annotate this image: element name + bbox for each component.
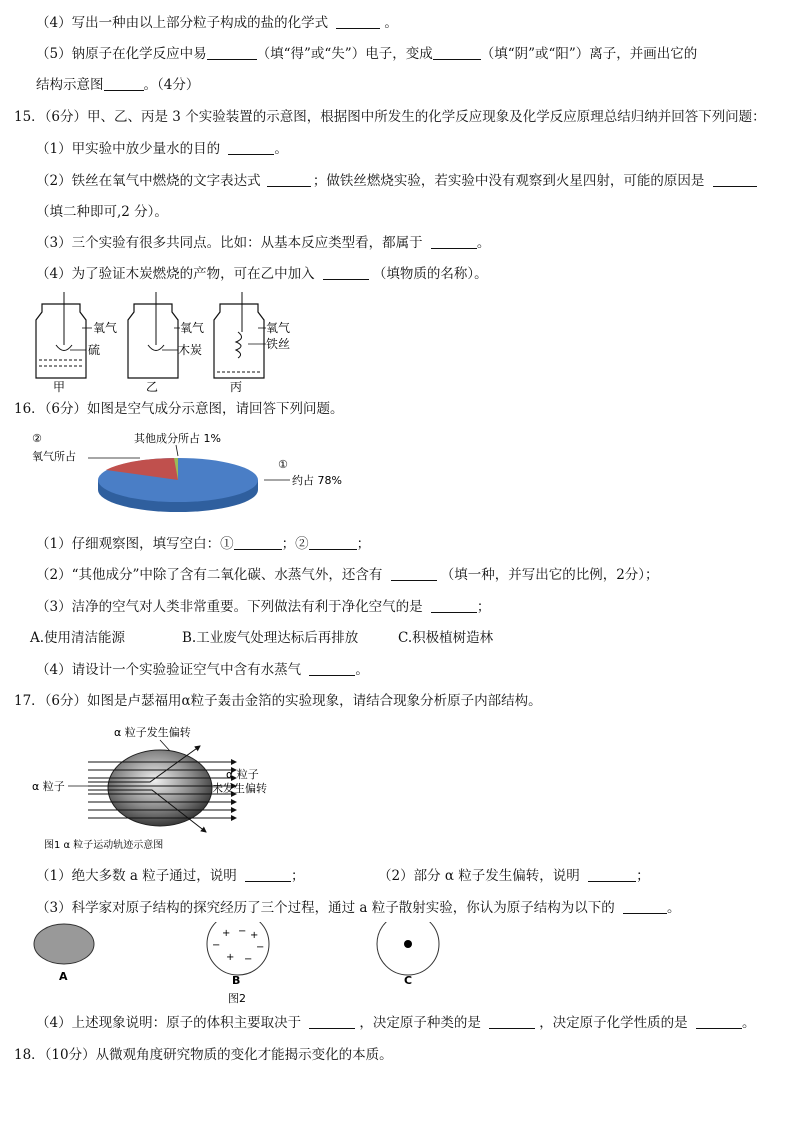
q15-1-text: （1）甲实验中放少量水的目的 bbox=[36, 141, 221, 157]
q16-2-end: （填一种，并写出它的比例，2分）； bbox=[440, 567, 659, 583]
q16-title: 16．（6分）如图是空气成分示意图，请回答下列问题。 bbox=[14, 401, 344, 417]
q14-4-text: （4）写出一种由以上部分粒子构成的盐的化学式 bbox=[36, 15, 329, 31]
gas-label: 氧气 bbox=[180, 321, 205, 335]
answer-blank[interactable] bbox=[391, 566, 437, 581]
q15-1-line bbox=[36, 140, 288, 158]
q17-1-text: （1）绝大多数 a 粒子通过，说明 bbox=[36, 868, 237, 884]
model-c-label: C bbox=[404, 974, 413, 987]
answer-blank[interactable] bbox=[234, 535, 282, 550]
q17-4-line bbox=[36, 1014, 755, 1032]
q14-5-end: 。（4分） bbox=[143, 77, 200, 93]
pie-label-1: ① bbox=[278, 458, 288, 471]
q17-4-text-c: ，决定原子化学性质的是 bbox=[539, 1015, 688, 1031]
q16-4-end: 。 bbox=[355, 662, 369, 678]
answer-blank[interactable] bbox=[309, 535, 357, 550]
model-a-label: A bbox=[59, 970, 68, 983]
plus-charge: + bbox=[222, 928, 231, 939]
q16-2-text: （2）“其他成分”中除了含有二氧化碳、水蒸气外，还含有 bbox=[36, 567, 383, 583]
q18-title: 18．（10分）从微观角度研究物质的变化才能揭示变化的本质。 bbox=[14, 1047, 393, 1063]
q16-4-text: （4）请设计一个实验验证空气中含有水蒸气 bbox=[36, 662, 302, 678]
answer-blank[interactable] bbox=[245, 867, 291, 882]
q17-4-text: （4）上述现象说明：原子的体积主要取决于 bbox=[36, 1015, 302, 1031]
minus-charge: − bbox=[238, 926, 247, 937]
q16-3-text: （3）洁净的空气对人类非常重要。下列做法有利于净化空气的是 bbox=[36, 599, 423, 615]
answer-blank[interactable] bbox=[431, 598, 477, 613]
apparatus-yi bbox=[128, 292, 204, 394]
answer-blank[interactable] bbox=[309, 1014, 355, 1029]
answer-blank[interactable] bbox=[267, 172, 311, 187]
q15-title: 15．（6分）甲、乙、丙是 3 个实验装置的示意图，根据图中所发生的化学反应现象及化学反应原理总结归纳并回答下列问题： bbox=[14, 109, 766, 125]
substance-label: 木炭 bbox=[178, 343, 203, 357]
caption-bing: 丙 bbox=[230, 380, 243, 394]
option-b[interactable]: B.工业废气处理达标后再排放 bbox=[182, 630, 359, 646]
atom-models-figure bbox=[26, 922, 466, 1008]
q16-3-end: ； bbox=[476, 599, 491, 615]
alpha-scattering-figure bbox=[30, 722, 330, 852]
q14-4-line bbox=[36, 14, 398, 32]
answer-blank[interactable] bbox=[323, 265, 369, 280]
apparatus-bing bbox=[214, 292, 290, 394]
answer-blank[interactable] bbox=[336, 14, 380, 29]
answer-blank[interactable] bbox=[433, 45, 481, 60]
plus-charge: + bbox=[250, 930, 259, 941]
gas-label: 氧气 bbox=[93, 321, 118, 335]
q17-1-end: ； bbox=[291, 868, 305, 884]
q15-3-end: 。 bbox=[476, 235, 491, 251]
pie-label-n2: 约占 78% bbox=[292, 474, 342, 487]
answer-blank[interactable] bbox=[623, 899, 667, 914]
q14-5-text: （5）钠原子在化学反应中易 bbox=[36, 46, 207, 62]
q15-4-line bbox=[36, 265, 488, 283]
q14-5-text-b: （填“得”或“失”）电子，变成 bbox=[256, 46, 433, 62]
q15-2-line bbox=[36, 172, 757, 190]
q15-3-line bbox=[36, 234, 490, 252]
option-a[interactable]: A.使用清洁能源 bbox=[30, 630, 126, 646]
gas-label: 氧气 bbox=[266, 321, 291, 335]
q15-2-text: （2）铁丝在氧气中燃烧的文字表达式 bbox=[36, 173, 261, 189]
answer-blank[interactable] bbox=[228, 140, 274, 155]
pie-label-other: 其他成分所占 1% bbox=[134, 432, 221, 445]
alpha-right-label: α 粒子 bbox=[226, 768, 259, 781]
answer-blank[interactable] bbox=[713, 172, 757, 187]
answer-blank[interactable] bbox=[207, 45, 257, 60]
answer-blank[interactable] bbox=[588, 867, 636, 882]
q16-2-line bbox=[36, 566, 659, 584]
answer-blank[interactable] bbox=[489, 1014, 535, 1029]
minus-charge: − bbox=[244, 954, 253, 965]
pie-label-o2: 氧气所占 bbox=[32, 450, 76, 463]
minus-charge: − bbox=[256, 942, 265, 953]
combustion-apparatus-figure bbox=[20, 290, 320, 394]
q17-2-text: （2）部分 α 粒子发生偏转，说明 bbox=[378, 868, 580, 884]
q17-2-end: ； bbox=[636, 868, 650, 884]
q14-5-text-c: （填“阴”或“阳”）离子，并画出它的 bbox=[480, 46, 698, 62]
q15-1-end: 。 bbox=[274, 141, 288, 157]
answer-blank[interactable] bbox=[104, 76, 144, 91]
minus-charge: − bbox=[212, 940, 221, 951]
q17-3-end: 。 bbox=[667, 900, 681, 916]
alpha-left-label: α 粒子 bbox=[32, 780, 65, 793]
q14-5-text-d: 结构示意图 bbox=[36, 77, 104, 93]
gold-foil-atom bbox=[108, 750, 212, 826]
q15-2-line2: （填二种即可,2 分）。 bbox=[36, 204, 168, 220]
model-c-nuclear bbox=[377, 922, 439, 975]
fig2-caption: 图2 bbox=[228, 992, 246, 1005]
air-composition-pie bbox=[28, 428, 368, 518]
plus-charge: + bbox=[226, 952, 235, 963]
apparatus-jia bbox=[36, 292, 117, 394]
q16-1-text-b: ；② bbox=[281, 536, 309, 552]
q14-4-end: 。 bbox=[384, 15, 398, 31]
q15-4-text: （4）为了验证木炭燃烧的产物，可在乙中加入 bbox=[36, 266, 315, 282]
q17-2-line bbox=[378, 867, 650, 885]
model-a-solid-sphere bbox=[34, 924, 94, 964]
q17-4-end: 。 bbox=[741, 1015, 756, 1031]
substance-label: 铁丝 bbox=[266, 337, 291, 351]
q15-4-end: （填物质的名称）。 bbox=[372, 266, 488, 282]
q14-5-line bbox=[36, 45, 697, 63]
q17-title: 17．（6分）如图是卢瑟福用α粒子轰击金箔的实验现象，请结合现象分析原子内部结构。 bbox=[14, 693, 542, 709]
answer-blank[interactable] bbox=[431, 234, 477, 249]
q17-4-text-b: ，决定原子种类的是 bbox=[359, 1015, 481, 1031]
alpha-right-label-2: 未发生偏转 bbox=[212, 782, 267, 795]
model-b-label: B bbox=[232, 974, 241, 987]
q14-5-line2 bbox=[36, 76, 199, 94]
caption-yi: 乙 bbox=[146, 380, 159, 394]
fig1-caption: 图1 α 粒子运动轨迹示意图 bbox=[44, 840, 164, 851]
q16-1-text: （1）仔细观察图，填写空白：① bbox=[36, 536, 234, 552]
pie-label-2: ② bbox=[32, 432, 42, 445]
q15-2-text-b: ；做铁丝燃烧实验，若实验中没有观察到火星四射，可能的原因是 bbox=[312, 173, 705, 189]
answer-blank[interactable] bbox=[696, 1014, 742, 1029]
caption-jia: 甲 bbox=[53, 380, 66, 394]
option-c[interactable]: C.积极植树造林 bbox=[398, 630, 494, 646]
q17-3-text: （3）科学家对原子结构的探究经历了三个过程，通过 a 粒子散射实验，你认为原子结构为以下的 bbox=[36, 900, 615, 916]
q16-1-end: ； bbox=[356, 536, 371, 552]
answer-blank[interactable] bbox=[309, 661, 355, 676]
q16-4-line bbox=[36, 661, 369, 679]
alpha-top-label: α 粒子发生偏转 bbox=[114, 726, 191, 739]
substance-label: 硫 bbox=[88, 343, 101, 357]
q17-1-line bbox=[36, 867, 305, 885]
q16-1-line bbox=[36, 535, 370, 553]
q15-3-text: （3）三个实验有很多共同点。比如：从基本反应类型看，都属于 bbox=[36, 235, 423, 251]
model-c-nucleus bbox=[404, 940, 412, 948]
q16-3-line bbox=[36, 598, 490, 616]
q17-3-line bbox=[36, 899, 681, 917]
